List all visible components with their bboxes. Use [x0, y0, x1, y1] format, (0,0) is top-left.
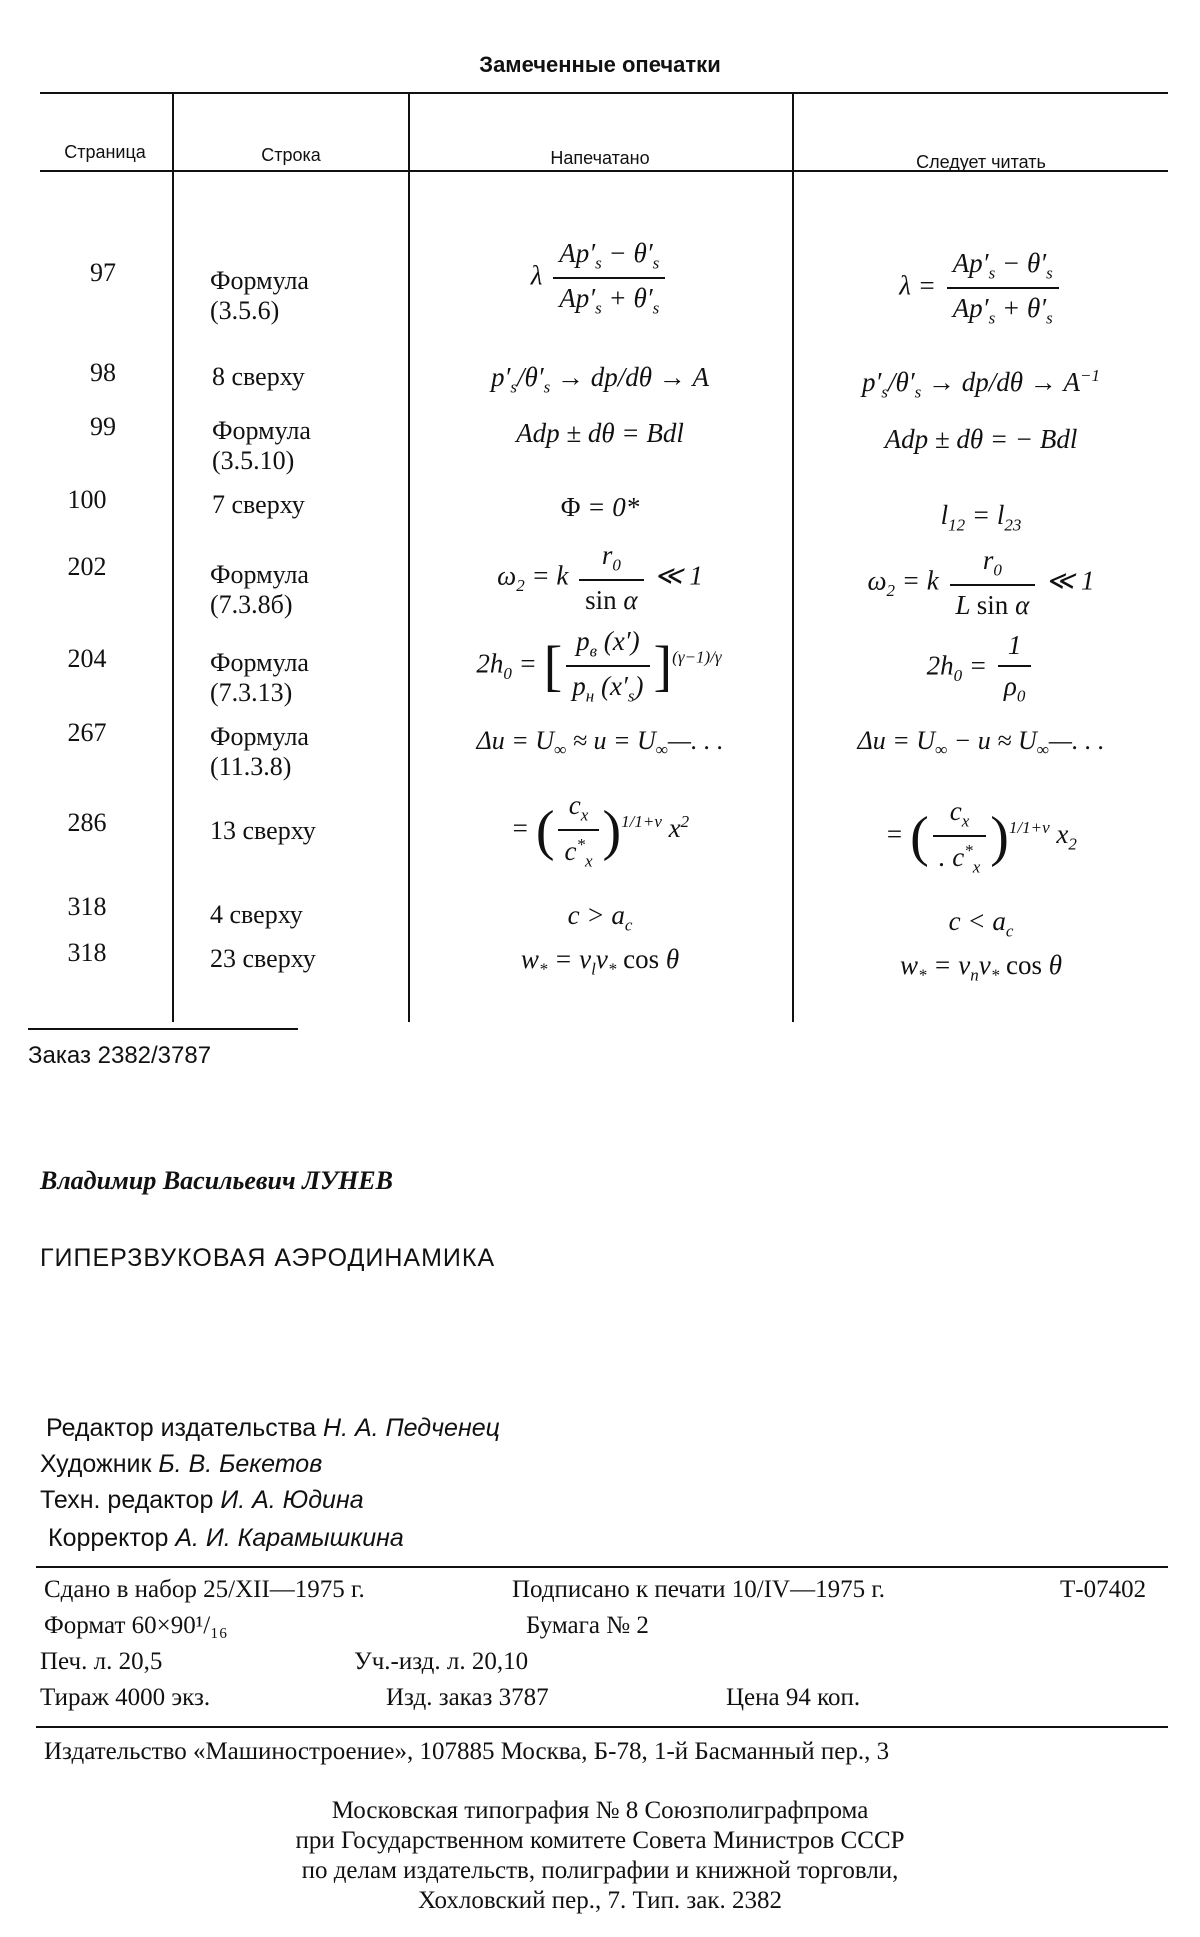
correct-formula-6: $2h_0$ = $\frac{1}{\rho_0}$: [794, 630, 1168, 706]
correct-formula-9: $c < a_c$: [948, 906, 1014, 941]
imprint-paper: Бумага № 2: [526, 1612, 649, 1639]
header-printed: Напечатано: [550, 148, 650, 168]
row-page: 202: [67, 552, 107, 581]
row-page: 318: [67, 938, 107, 967]
printed-formula-7: $\Delta u = U_\infty \approx u$ = $U_\infty—$. . .: [476, 726, 724, 760]
correct-formula-1: λ = $\frac{Ap'_s - \theta'_s}{Ap'_s + \theta'_s}$: [794, 248, 1168, 329]
imprint-format: Формат 60×90¹/₁₆: [44, 1612, 228, 1639]
printer-line: Московская типография № 8 Союзполиграфпрома: [331, 1797, 869, 1824]
correct-formula-2: $p'_s/\theta'_s \to dp/d\theta \to A^{-1}$: [861, 366, 1101, 402]
credit-role: Редактор издательства: [46, 1414, 317, 1442]
row-page: 267: [67, 718, 107, 747]
imprint-signed: Подписано к печати 10/IV—1975 г.: [512, 1576, 886, 1603]
correct-formula-5: $\omega_2 = k$ $\frac{r_0}{\text{L sin α}}$ ≪ 1: [867, 545, 1095, 621]
printer-block: [0, 1796, 1200, 1916]
row-line: 23 сверху: [210, 944, 316, 973]
row-line: 4 сверху: [210, 900, 303, 929]
credit-role: Художник: [40, 1450, 152, 1478]
correct-formula-3: Adp ± dθ = − Bdl: [884, 424, 1078, 454]
row-page: 204: [67, 644, 107, 673]
row-line: 8 сверху: [212, 362, 305, 391]
row-line: 13 сверху: [210, 816, 316, 845]
credit-proofreader: [48, 1524, 404, 1553]
printed-formula-4: Φ = 0*: [560, 492, 640, 522]
book-title: ГИПЕРЗВУКОВАЯ АЭРОДИНАМИКА: [40, 1244, 496, 1272]
correct-formula-10: $w_* = v_nv_*$ cos θ: [900, 950, 1062, 985]
order-number: Заказ 2382/3787: [28, 1042, 212, 1069]
credit-tech-editor: [40, 1486, 364, 1515]
correct-formula-7: $\Delta u = U_\infty - u$ ≈ $U_\infty—$. . .: [857, 726, 1105, 760]
printed-formula-1: λ $\frac{Ap'_s - \theta'_s}{Ap'_s + \theta'_s}$: [410, 238, 790, 319]
row-page: 286: [67, 808, 107, 837]
imprint-price: Цена 94 коп.: [726, 1684, 861, 1711]
row-line: Формула (11.3.8): [210, 722, 309, 781]
publisher-address: Издательство «Машиностроение», 107885 Москва, Б-78, 1-й Басманный пер., 3: [44, 1738, 890, 1765]
credit-name: И. А. Юдина: [220, 1486, 364, 1514]
imprint-top-rule: [36, 1566, 1168, 1568]
col-divider-1: [172, 92, 174, 1022]
row-line: Формула (3.5.10): [212, 416, 311, 475]
row-page: 100: [67, 485, 107, 514]
imprint-run: Тираж 4000 экз.: [40, 1684, 211, 1711]
row-page: 98: [90, 358, 116, 387]
row-page: 97: [90, 258, 116, 287]
row-line: 7 сверху: [212, 490, 305, 519]
row-page: 99: [90, 412, 116, 441]
errata-bottom-rule: [28, 1028, 298, 1030]
table-top-rule: [40, 92, 1168, 94]
row-page: 318: [67, 892, 107, 921]
credit-editor: [46, 1414, 500, 1443]
printer-line: по делам издательств, полиграфии и книжной торговли,: [301, 1857, 899, 1884]
errata-title: Замеченные опечатки: [479, 52, 721, 77]
header-line: Строка: [261, 145, 321, 165]
row-line: Формула (3.5.6): [210, 266, 309, 325]
imprint-print-sheets: Печ. л. 20,5: [40, 1648, 163, 1675]
credit-role: Техн. редактор: [40, 1486, 214, 1514]
credit-artist: [40, 1450, 322, 1479]
printer-line: при Государственном комитете Совета Министров СССР: [295, 1827, 905, 1854]
imprint-pub-sheets: Уч.-изд. л. 20,10: [354, 1648, 529, 1675]
imprint-submitted: Сдано в набор 25/XII—1975 г.: [44, 1576, 365, 1603]
printed-formula-3: Adp ± dθ = Bdl: [516, 418, 684, 448]
printed-formula-5: $\omega_2 = k$ $\frac{r_0}{\text{sin α}}$ ≪ 1: [497, 540, 703, 616]
imprint-order: Изд. заказ 3787: [386, 1684, 549, 1711]
header-page: Страница: [64, 142, 146, 162]
printed-formula-10: $w_* = v_lv_*$ cos θ: [520, 944, 680, 979]
printer-line: Хохловский пер., 7. Тип. зак. 2382: [418, 1887, 782, 1914]
credit-name: Н. А. Педченец: [323, 1414, 500, 1442]
credit-role: Корректор: [48, 1524, 169, 1552]
credit-name: Б. В. Бекетов: [158, 1450, 323, 1478]
row-line: Формула (7.3.8б): [210, 560, 309, 619]
printed-formula-9: $c > a_c$: [567, 900, 633, 935]
header-correct: Следует читать: [916, 152, 1046, 172]
printed-formula-8: = ( $\frac{c_x}{c^*_x}$ )$^{1/1+\nu}$ $x^2$: [510, 790, 690, 871]
correct-formula-4: $l_{12} = l_{23}$: [940, 500, 1022, 535]
printed-formula-6: $2h_0$ = [ $\frac{p_в (x')}{p_н (x'_s)}$ ]$^{(\gamma-1)/\gamma}$: [476, 626, 722, 706]
correct-formula-8: = ( $\frac{c_x}{. c^*_x}$ )$^{1/1+\nu}$ $x_2$: [885, 796, 1077, 877]
credit-name: А. И. Карамышкина: [175, 1524, 404, 1552]
imprint-code: Т-07402: [1060, 1576, 1147, 1603]
row-line: Формула (7.3.13): [210, 648, 309, 707]
author-name: Владимир Васильевич ЛУНЕВ: [40, 1166, 393, 1195]
printed-formula-2: $p'_s/\theta'_s \to dp/d\theta \to A$: [490, 362, 710, 397]
publisher-rule: [36, 1726, 1168, 1728]
